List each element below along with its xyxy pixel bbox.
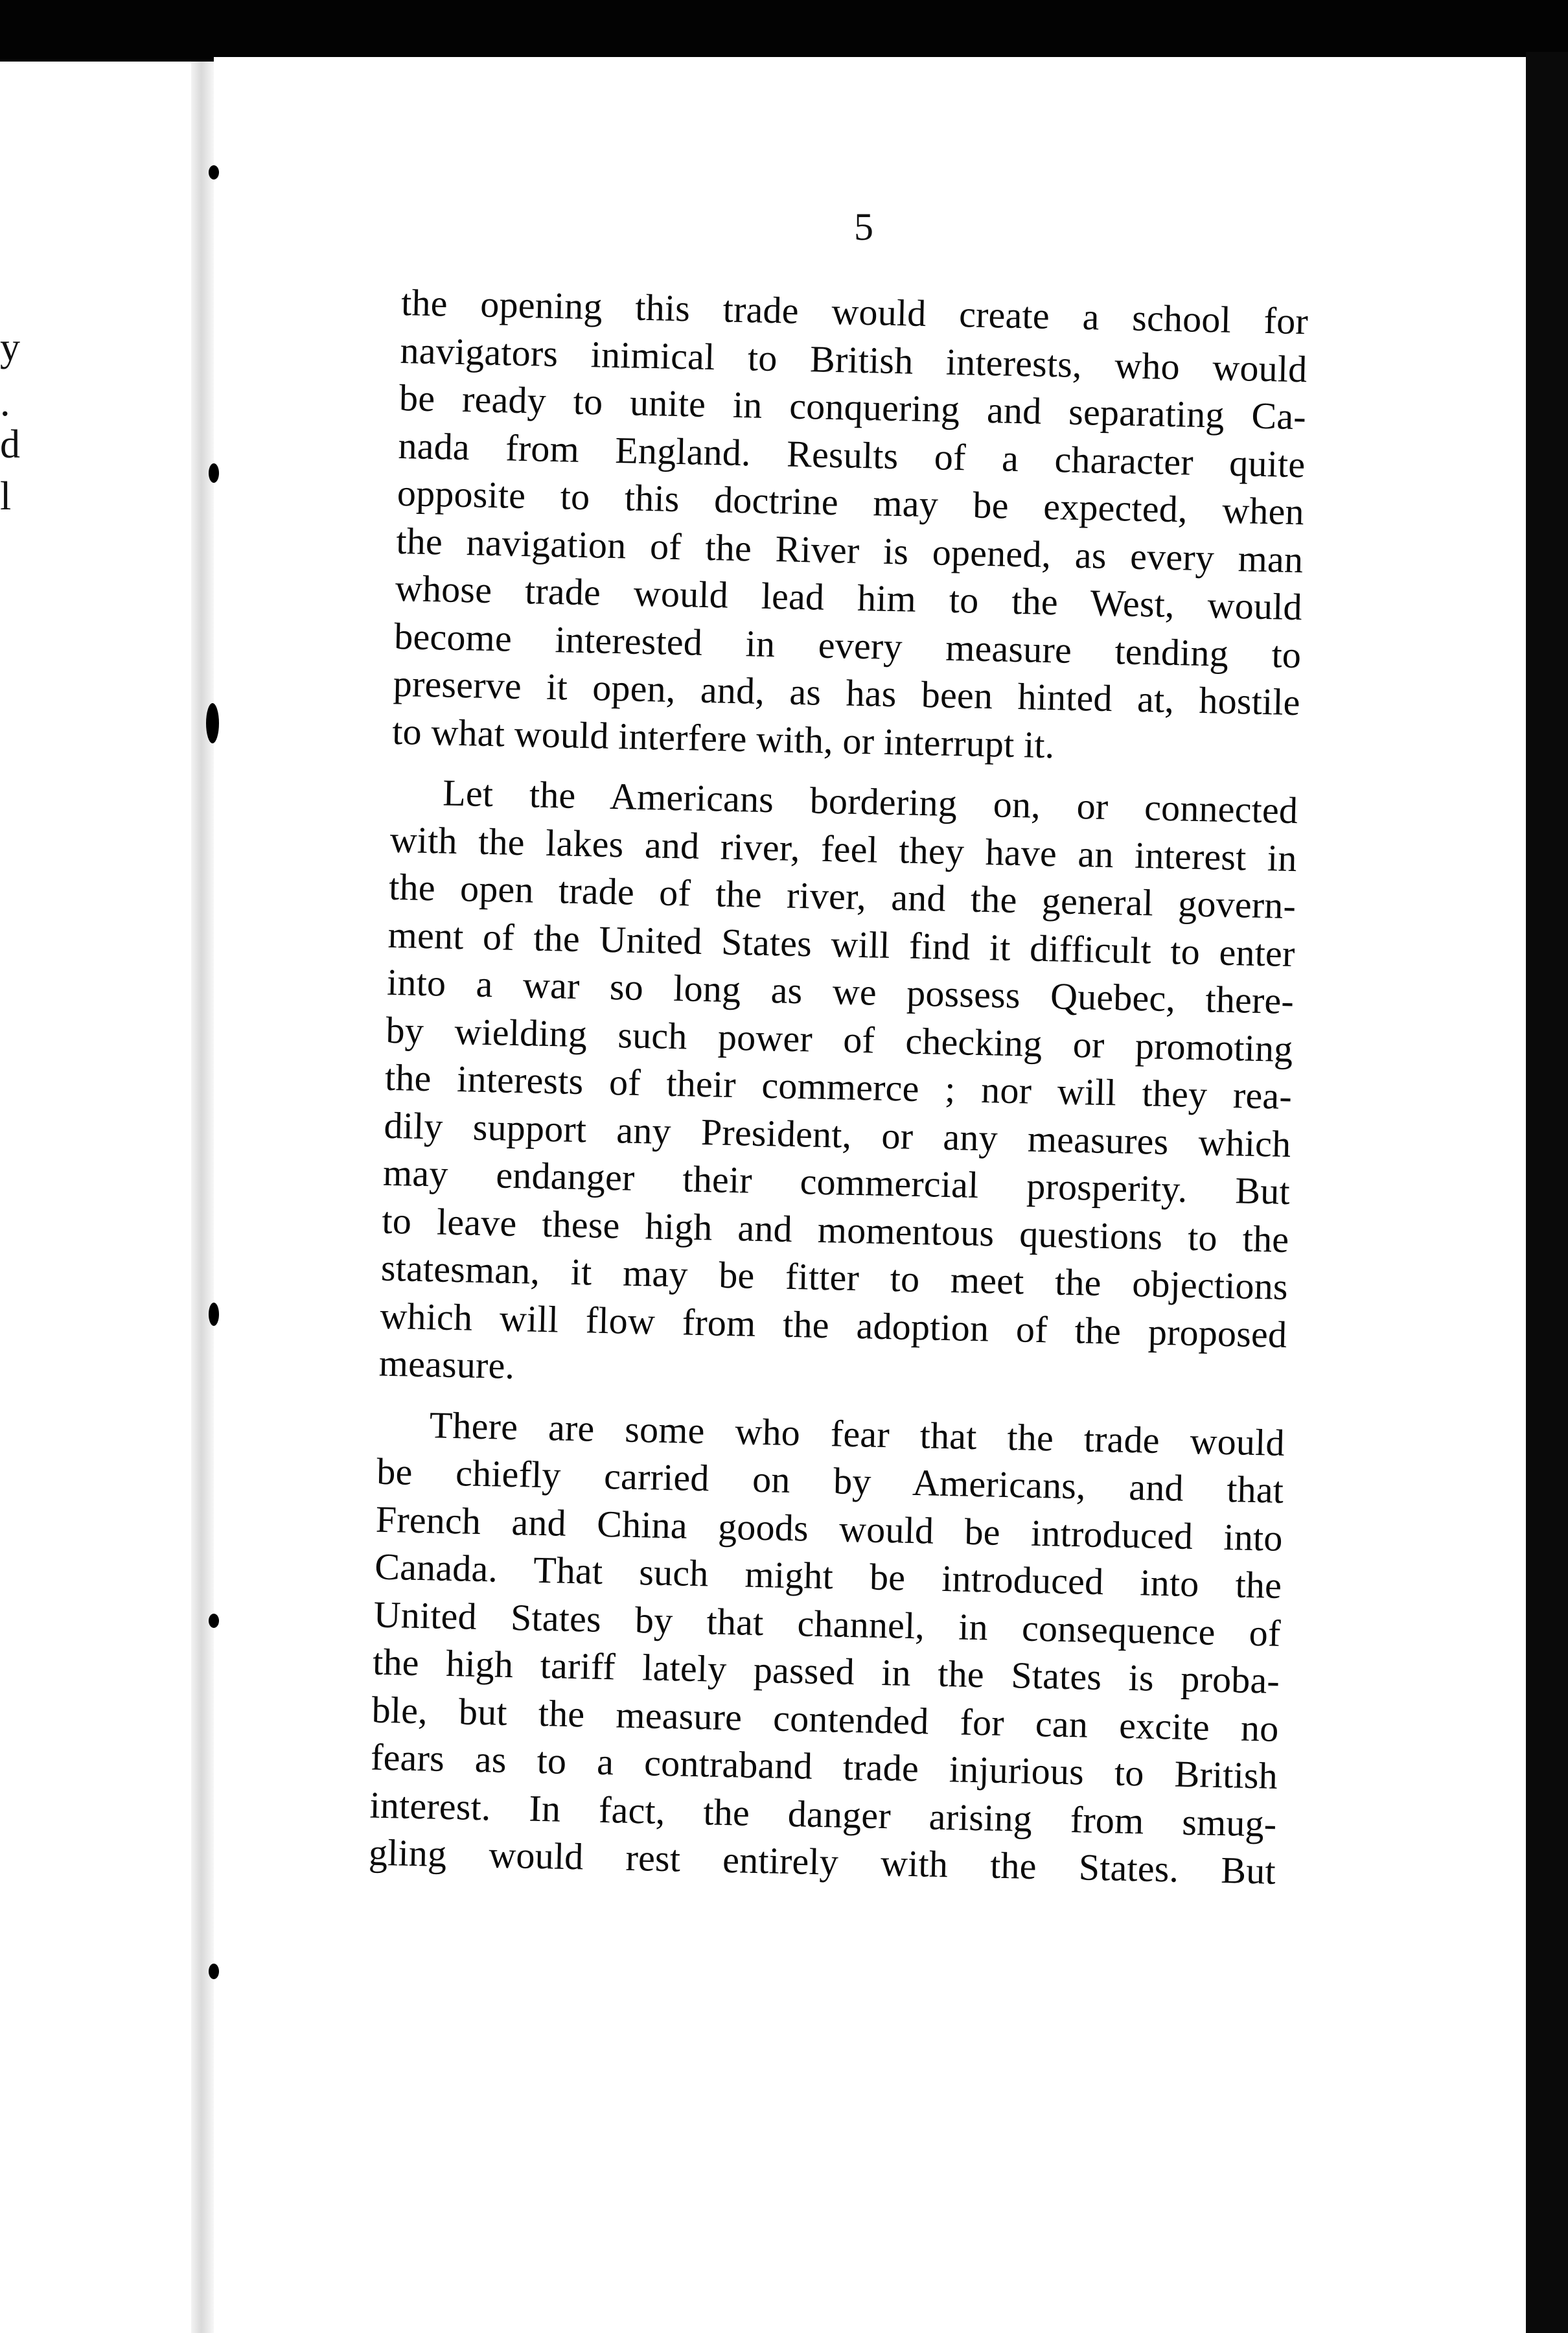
text-line: preserve it open, and, as has been hinted at, hostile bbox=[393, 662, 1301, 724]
text-line: be ready to unite in conquering and separating Ca- bbox=[398, 376, 1307, 438]
text-line: the high tariff lately passed in the States is proba- bbox=[372, 1640, 1280, 1702]
left-margin-fragment: y bbox=[0, 325, 20, 369]
binding-hole-mark bbox=[209, 1964, 219, 1979]
body-text bbox=[368, 279, 1308, 1895]
text-line: ment of the United States will find it difficult to enter bbox=[387, 913, 1296, 975]
binding-hole-mark bbox=[209, 463, 219, 483]
top-scan-border bbox=[0, 0, 1568, 60]
paragraph bbox=[368, 1400, 1285, 1895]
text-line: to what would interfere with, or interrupt it. bbox=[391, 710, 1055, 766]
text-line: There are some who fear that the trade would bbox=[429, 1403, 1286, 1464]
text-line: the opening this trade would create a school for bbox=[400, 281, 1309, 343]
text-line: gling would rest entirely with the States. But bbox=[368, 1831, 1276, 1892]
text-line: with the lakes and river, feel they have an interest in bbox=[389, 818, 1298, 879]
text-line: ble, but the measure contended for can excite no bbox=[371, 1688, 1280, 1750]
text-line: by wielding such power of checking or promoting bbox=[386, 1008, 1294, 1070]
binding-hole-mark bbox=[206, 703, 219, 743]
binding-gutter bbox=[191, 62, 217, 2333]
text-line: the navigation of the River is opened, as every man bbox=[395, 519, 1304, 581]
text-line: Let the Americans bordering on, or connected bbox=[442, 771, 1298, 832]
text-line: become interested in every measure tending to bbox=[393, 614, 1302, 676]
text-line: to leave these high and momentous questions to the bbox=[381, 1199, 1289, 1260]
text-line: may endanger their commercial prosperity. But bbox=[382, 1151, 1291, 1213]
text-line: the open trade of the river, and the general govern- bbox=[388, 865, 1297, 927]
text-line: measure. bbox=[378, 1341, 515, 1387]
text-line: nada from England. Results of a character quite bbox=[397, 424, 1306, 485]
binding-hole-mark bbox=[209, 165, 219, 180]
binding-hole-mark bbox=[209, 1614, 219, 1628]
text-line: into a war so long as we possess Quebec, there- bbox=[386, 960, 1295, 1023]
left-margin-fragment: d bbox=[0, 423, 20, 467]
text-line: statesman, it may be fitter to meet the objections bbox=[380, 1246, 1289, 1308]
text-line: be chiefly carried on by Americans, and that bbox=[376, 1450, 1284, 1511]
text-line: navigators inimical to British interests, who would bbox=[400, 329, 1308, 390]
text-line: interest. In fact, the danger arising from smug- bbox=[369, 1783, 1278, 1845]
text-line: United States by that channel, in consequence of bbox=[373, 1593, 1282, 1654]
left-margin-fragment: l bbox=[0, 474, 12, 518]
text-line: French and China goods would be introduced into bbox=[375, 1498, 1284, 1559]
text-line: fears as to a contraband trade injurious to British bbox=[370, 1735, 1278, 1797]
text-line: Canada. That such might be introduced into the bbox=[374, 1545, 1282, 1607]
left-page-edge bbox=[0, 62, 198, 2333]
text-line: dily support any President, or any measures which bbox=[383, 1104, 1292, 1165]
text-line: which will flow from the adoption of the proposed bbox=[379, 1294, 1287, 1356]
text-line: whose trade would lead him to the West, would bbox=[395, 566, 1303, 629]
text-line: opposite to this doctrine may be expected, when bbox=[397, 471, 1305, 533]
right-scan-border bbox=[1526, 52, 1568, 2333]
paragraph bbox=[392, 279, 1309, 774]
text-line: the interests of their commerce ; nor will they rea- bbox=[384, 1056, 1293, 1118]
paragraph bbox=[378, 768, 1298, 1406]
page-number: 5 bbox=[854, 205, 873, 248]
binding-hole-mark bbox=[209, 1303, 219, 1326]
left-margin-fragment: . bbox=[0, 380, 10, 424]
